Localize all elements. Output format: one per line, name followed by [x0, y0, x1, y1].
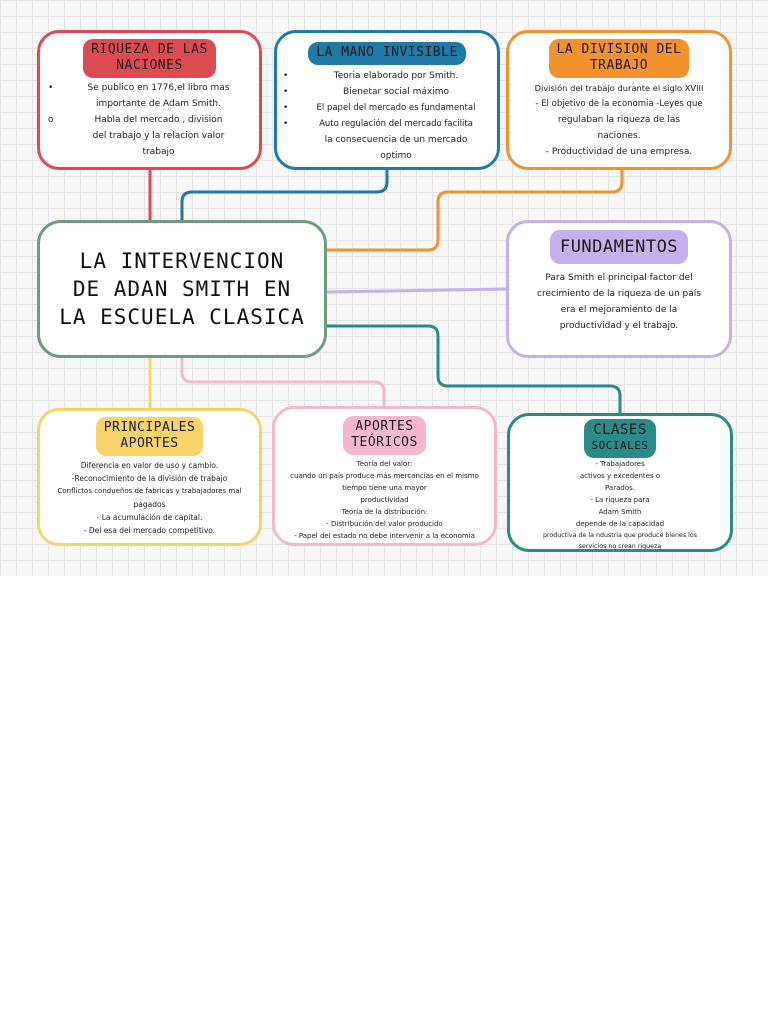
mano-invisible-box — [274, 30, 500, 170]
list-item: • El papel del mercado es fundamental — [283, 103, 476, 113]
connector-mano — [182, 168, 387, 220]
fundamentos-title: FUNDAMENTOS — [550, 230, 688, 264]
principales-aportes-content: Diferencia en valor de uso y cambio. -Reconocimiento de la división de trabajo Conflictos condueños de fabricas y trabajadores mal pagados - La acumulación de capital. - Del esa del mercado competitivo. — [57, 461, 242, 535]
division-trabajo-box — [506, 30, 732, 170]
riqueza-naciones-content — [40, 78, 259, 160]
aportes-teoricos-box — [272, 406, 497, 546]
clases-sociales-title: CLASES SOCIALES — [584, 419, 657, 458]
central-topic-box — [37, 220, 327, 358]
riqueza-naciones-title: RIQUEZA DE LAS NACIONES — [83, 39, 216, 78]
fundamentos-content: Para Smith el principal factor del crecimiento de la riqueza de un país era el mejoramiento de la productividad y el trabajo. — [537, 273, 701, 331]
list-item: • Bienetar social máximo — [283, 87, 449, 97]
list-item: o Habla del mercado , división del trabajo y la relacion valor trabajo — [48, 115, 225, 157]
mano-invisible-title: LA MANO INVISIBLE — [308, 42, 466, 65]
aportes-teoricos-title: APORTES TEÓRICOS — [343, 416, 426, 455]
connector-fundamentos — [327, 289, 508, 292]
list-item: • Teoria elaborado por Smith. — [283, 71, 459, 81]
fundamentos-box — [506, 220, 732, 358]
central-title-line: LA INTERVENCION — [79, 249, 285, 273]
clases-sociales-content: - Trabajadores activos y excedentes o Parados. - La riqueza para Adam Smith depende de la capacidad productiva de la ndustria que produce bienes los servicios no crean riqueza — [542, 460, 698, 550]
division-trabajo-content: División del trabajo durante el siglo XVIII - El objetivo de la economia -Leyes que regulaban la riqueza de las naciones. - Productividad de una empresa. — [534, 83, 704, 157]
central-title-line: LA ESCUELA CLASICA — [59, 305, 305, 329]
aportes-teoricos-content: Teoría del valor: cuando un país produce más mercancías en el mismo tiempo tiene una mayor productividad Teoría de la distribución: - Distribución del valor producido - Papel del estado no debe intervenir a la economia — [290, 460, 479, 540]
central-title-line: DE ADAN SMITH EN — [72, 277, 292, 301]
connector-teoricos — [182, 358, 384, 406]
list-item: • Se publico en 1776,el libro mas importante de Adam Smith. — [48, 83, 230, 109]
mano-invisible-content — [277, 65, 497, 164]
principales-aportes-title: PRINCIPALES APORTES — [96, 417, 204, 456]
clases-sociales-box — [507, 413, 733, 552]
list-item: • Auto regulación del mercado facilita la consecuencia de un mercado optimo — [283, 119, 473, 161]
division-trabajo-title: LA DIVISION DEL TRABAJO — [549, 39, 690, 78]
riqueza-naciones-box — [37, 30, 262, 170]
principales-aportes-box — [37, 408, 262, 546]
